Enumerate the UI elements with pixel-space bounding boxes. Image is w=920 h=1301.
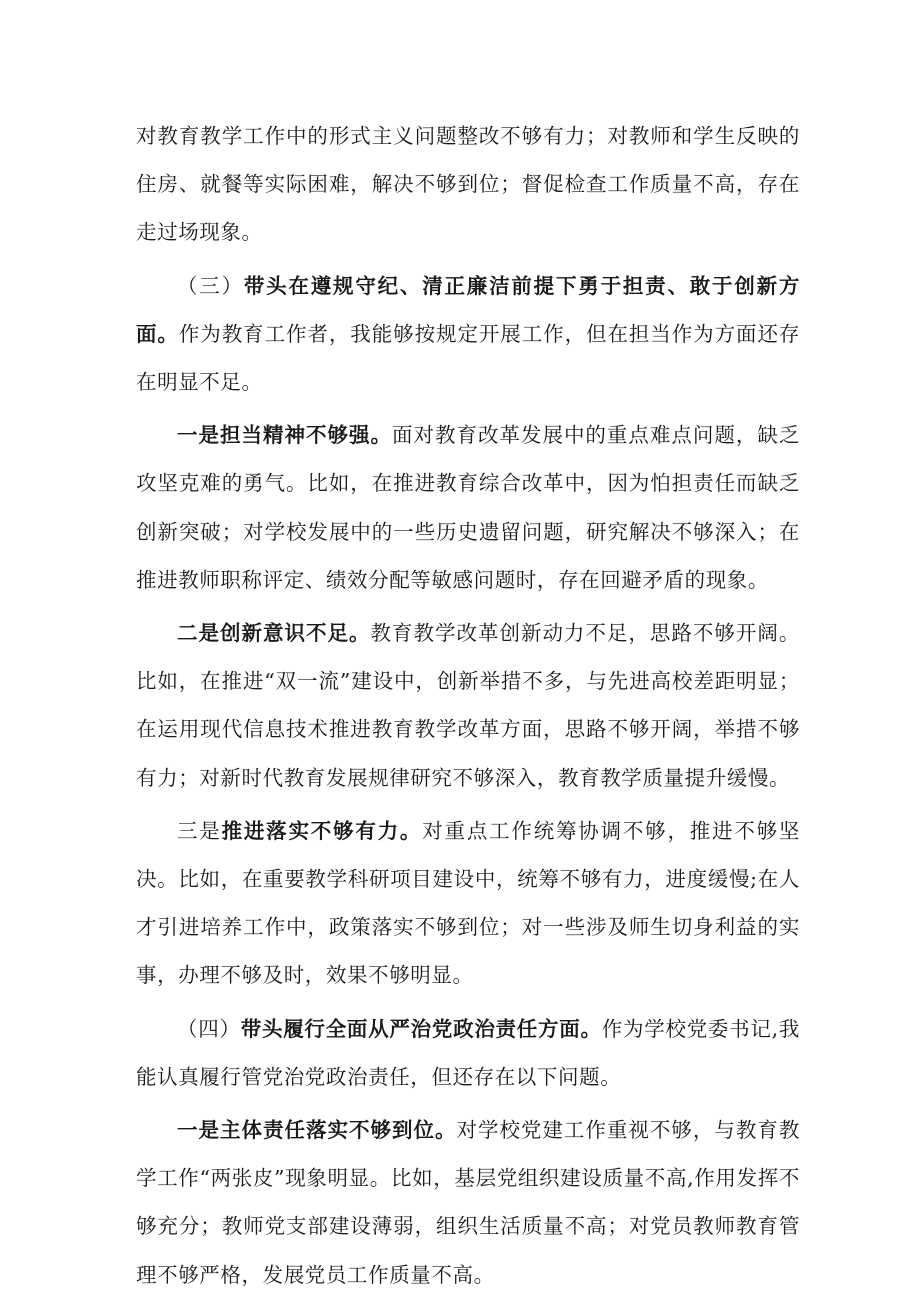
point-heading: 一是主体责任落实不够到位。 (177, 1118, 457, 1143)
section-heading: 带头在遵规守纪、清正廉洁前提下勇于担责、敢于创新方面。 (136, 273, 800, 346)
section-prefix: （四） (177, 1016, 241, 1041)
paragraph-body: 教育教学改革创新动力不足，思路不够开阔。比如，在推进“双一流”建设中，创新举措不多，与先进高校差距明显；在运用现代信息技术推进教育教学改革方面，思路不够开阔，举措不够有力；对新时代教育发展规律研究不够深入，教育教学质量提升缓慢。 (136, 621, 800, 790)
section-prefix: （三） (177, 273, 244, 298)
point-heading: 推进落实不够有力。 (221, 818, 423, 843)
section-4-heading-paragraph (136, 1005, 800, 1101)
point-heading: 一是担当精神不够强。 (177, 423, 392, 448)
point-1-paragraph (136, 411, 800, 604)
paragraph-body: 对重点工作统筹协调不够，推进不够坚决。比如，在重要教学科研项目建设中，统筹不够有力，进度缓慢;在人才引进培养工作中，政策落实不够到位；对一些涉及师生切身利益的实事，办理不够及时，效果不够明显。 (136, 818, 801, 988)
point-heading: 二是创新意识不足。 (177, 621, 371, 646)
paragraph-continuation (136, 112, 800, 257)
point-4-1-paragraph (136, 1106, 800, 1299)
point-prefix: 三是 (177, 818, 222, 843)
section-3-heading-paragraph (136, 262, 800, 407)
paragraph-body: 对教育教学工作中的形式主义问题整改不够有力；对教师和学生反映的住房、就餐等实际困难，解决不够到位；督促检查工作质量不高，存在走过场现象。 (136, 124, 800, 245)
paragraph-body: 对学校党建工作重视不够，与教育教学工作“两张皮”现象明显。比如，基层党组织建设质量不高,作用发挥不够充分；教师党支部建设薄弱，组织生活质量不高；对党员教师教育管理不够严格，发展党员工作质量不高。 (136, 1118, 800, 1287)
document-page (136, 112, 800, 1299)
paragraph-body: 作为学校党委书记,我能认真履行管党治党政治责任，但还存在以下问题。 (136, 1016, 800, 1089)
section-heading: 带头履行全面从严治党政治责任方面。 (240, 1016, 602, 1041)
paragraph-body: 面对教育改革发展中的重点难点问题，缺乏攻坚克难的勇气。比如，在推进教育综合改革中，因为怕担责任而缺乏创新突破；对学校发展中的一些历史遗留问题，研究解决不够深入；在推进教师职称评定、绩效分配等敏感问题时，存在回避矛盾的现象。 (136, 423, 800, 592)
point-2-paragraph (136, 609, 800, 802)
point-3-paragraph (136, 807, 800, 1000)
paragraph-body: 作为教育工作者，我能够按规定开展工作，但在担当作为方面还存在明显不足。 (136, 321, 800, 395)
